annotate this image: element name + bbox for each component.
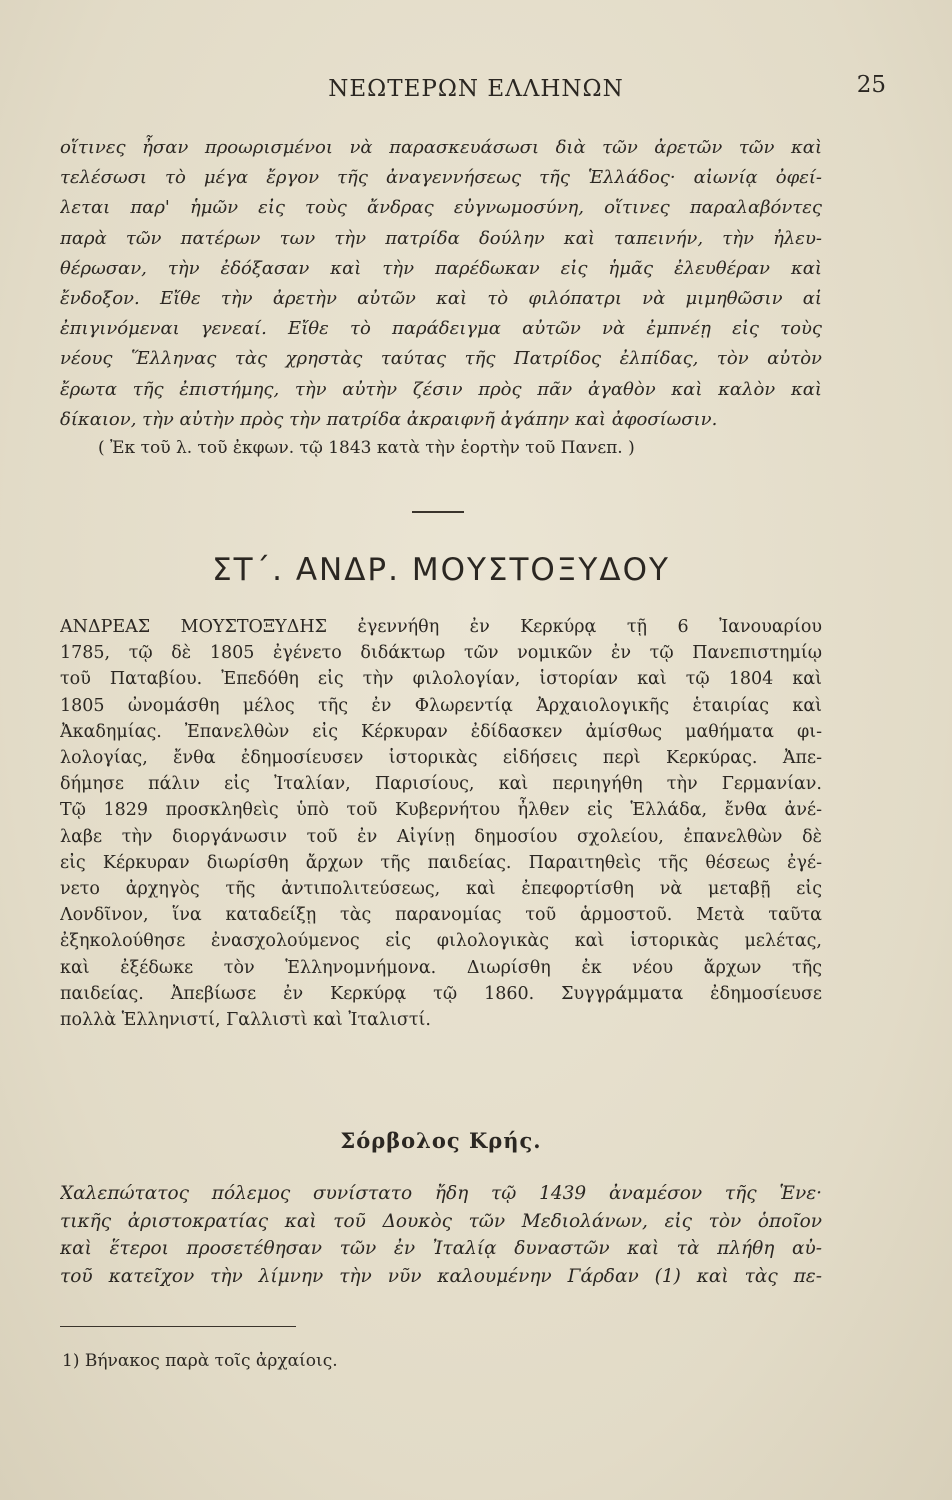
text-line: καὶ ἐξέδωκε τὸν Ἑλληνομνήμονα. Διωρίσθη ἐκ νέου ἄρχων τῆς [60,957,822,978]
text-line: 1805 ὠνομάσθη μέλος τῆς ἐν Φλωρεντίᾳ Ἀρχαιολογικῆς ἑταιρίας καὶ [60,695,822,716]
footnote-rule [60,1326,296,1327]
paragraph-sorvolos [60,1180,822,1290]
section-divider [412,511,464,513]
text-line: καὶ ἕτεροι προσετέθησαν τῶν ἐν Ἰταλίᾳ δυναστῶν καὶ τὰ πλήθη αὐ- [60,1238,822,1259]
text-line: παιδείας. Ἀπεβίωσε ἐν Κερκύρᾳ τῷ 1860. Συγγράμματα ἐδημοσίευσε [60,983,822,1004]
text-line: τικῆς ἀριστοκρατίας καὶ τοῦ Δουκὸς τῶν Μεδιολάνων, εἰς τὸν ὁποῖον [60,1210,822,1232]
text-line: ΑΝΔΡΕΑΣ ΜΟΥΣΤΟΞΥΔΗΣ ἐγεννήθη ἐν Κερκύρᾳ τῇ 6 Ἰανουαρίου [60,617,822,637]
text-line: 1785, τῷ δὲ 1805 ἐγένετο διδάκτωρ τῶν νομικῶν ἐν τῷ Πανεπιστημίῳ [60,643,822,664]
text-line: Λονδῖνον, ἵνα καταδείξῃ τὰς παρανομίας τοῦ ἁρμοστοῦ. Μετὰ ταῦτα [60,905,822,926]
text-line: ἐξηκολούθησε ἐνασχολούμενος εἰς φιλολογικὰς καὶ ἱστορικὰς μελέτας, [60,931,822,952]
text-line: οἵτινες ἦσαν προωρισμένοι νὰ παρασκευάσωσι διὰ τῶν ἀρετῶν τῶν καὶ [60,137,822,158]
section-title: ΣΤ΄. ΑΝΔΡ. ΜΟΥΣΤΟΞΥΔΟΥ [212,552,670,588]
paragraph-biography [60,614,822,1033]
text-line: ἔρωτα τῆς ἐπιστήμης, τὴν αὐτὴν ζέσιν πρὸς πᾶν ἀγαθὸν καὶ καλὸν καὶ [60,378,822,400]
text-line: ἐπιγινόμεναι γενεαί. Εἴθε τὸ παράδειγμα αὐτῶν νὰ ἐμπνέῃ εἰς τοὺς [60,318,822,340]
text-line: τελέσωσι τὸ μέγα ἔργον τῆς ἀναγεννήσεως τῆς Ἑλλάδος· αἰωνίᾳ ὀφεί- [60,167,822,189]
text-line: νέους Ἕλληνας τὰς χρηστὰς ταύτας τῆς Πατρίδος ἐλπίδας, τὸν αὐτὸν [60,348,822,370]
text-line: εἰς Κέρκυραν διωρίσθη ἄρχων τῆς παιδείας. Παραιτηθεὶς τῆς θέσεως ἐγέ- [60,852,822,873]
text-line: θέρωσαν, τὴν ἐδόξασαν καὶ τὴν παρέδωκαν εἰς ἡμᾶς ἐλευθέραν καὶ [60,257,822,279]
subsection-title: Σόρβολος Κρής. [340,1128,542,1153]
text-line: τοῦ Παταβίου. Ἐπεδόθη εἰς τὴν φιλολογίαν, ἱστορίαν καὶ τῷ 1804 καὶ [60,669,822,690]
text-line: ἔνδοξον. Εἴθε τὴν ἀρετὴν αὐτῶν καὶ τὸ φιλόπατρι νὰ μιμηθῶσιν αἱ [60,288,822,310]
text-line: λολογίας, ἔνθα ἐδημοσίευσεν ἱστορικὰς εἰδήσεις περὶ Κερκύρας. Ἀπε- [60,748,822,769]
footnote: 1) Βήνακος παρὰ τοῖς ἀρχαίοις. [62,1351,338,1371]
text-line: λαβε τὴν διοργάνωσιν τοῦ ἐν Αἰγίνῃ δημοσίου σχολείου, ἐπανελθὼν δὲ [60,826,822,847]
text-line: τοῦ κατεῖχον τὴν λίμνην τὴν νῦν καλουμένην Γάρδαν (1) καὶ τὰς πε- [60,1265,822,1287]
page-header [60,72,892,112]
text-line: νετο ἀρχηγὸς τῆς ἀντιπολιτεύσεως, καὶ ἐπεφορτίσθη νὰ μεταβῇ εἰς [60,879,822,900]
text-line: πολλὰ Ἑλληνιστί, Γαλλιστὶ καὶ Ἰταλιστί. [60,1010,431,1031]
text-line: Τῷ 1829 προσκληθεὶς ὑπὸ τοῦ Κυβερνήτου ἦλθεν εἰς Ἑλλάδα, ἔνθα ἀνέ- [60,800,822,821]
text-line: δίκαιον, τὴν αὐτὴν πρὸς τὴν πατρίδα ἀκραιφνῆ ἀγάπην καὶ ἀφοσίωσιν. [60,408,718,430]
text-line: παρὰ τῶν πατέρων των τὴν πατρίδα δούλην καὶ ταπεινήν, τὴν ἠλευ- [60,227,822,249]
text-line: λεται παρ' ἡμῶν εἰς τοὺς ἄνδρας εὐγνωμοσύνη, οἵτινες παραλαβόντες [60,197,822,219]
text-line: Ἀκαδημίας. Ἐπανελθὼν εἰς Κέρκυραν ἐδίδασκεν ἀμίσθως μαθήματα φι- [60,721,822,742]
running-title: ΝΕΩΤΕΡΩΝ ΕΛΛΗΝΩΝ [328,76,624,102]
paragraph-closing-speech [60,133,822,435]
page-number: 25 [856,72,886,98]
citation: ( Ἐκ τοῦ λ. τοῦ ἐκφων. τῷ 1843 κατὰ τὴν ἑορτὴν τοῦ Πανεπ. ) [98,438,635,458]
text-line: δήμησε πάλιν εἰς Ἰταλίαν, Παρισίους, καὶ περιηγήθη τὴν Γερμανίαν. [60,774,822,795]
text-line: Χαλεπώτατος πόλεμος συνίστατο ἤδη τῷ 1439 ἀναμέσον τῆς Ἑνε· [60,1183,822,1204]
